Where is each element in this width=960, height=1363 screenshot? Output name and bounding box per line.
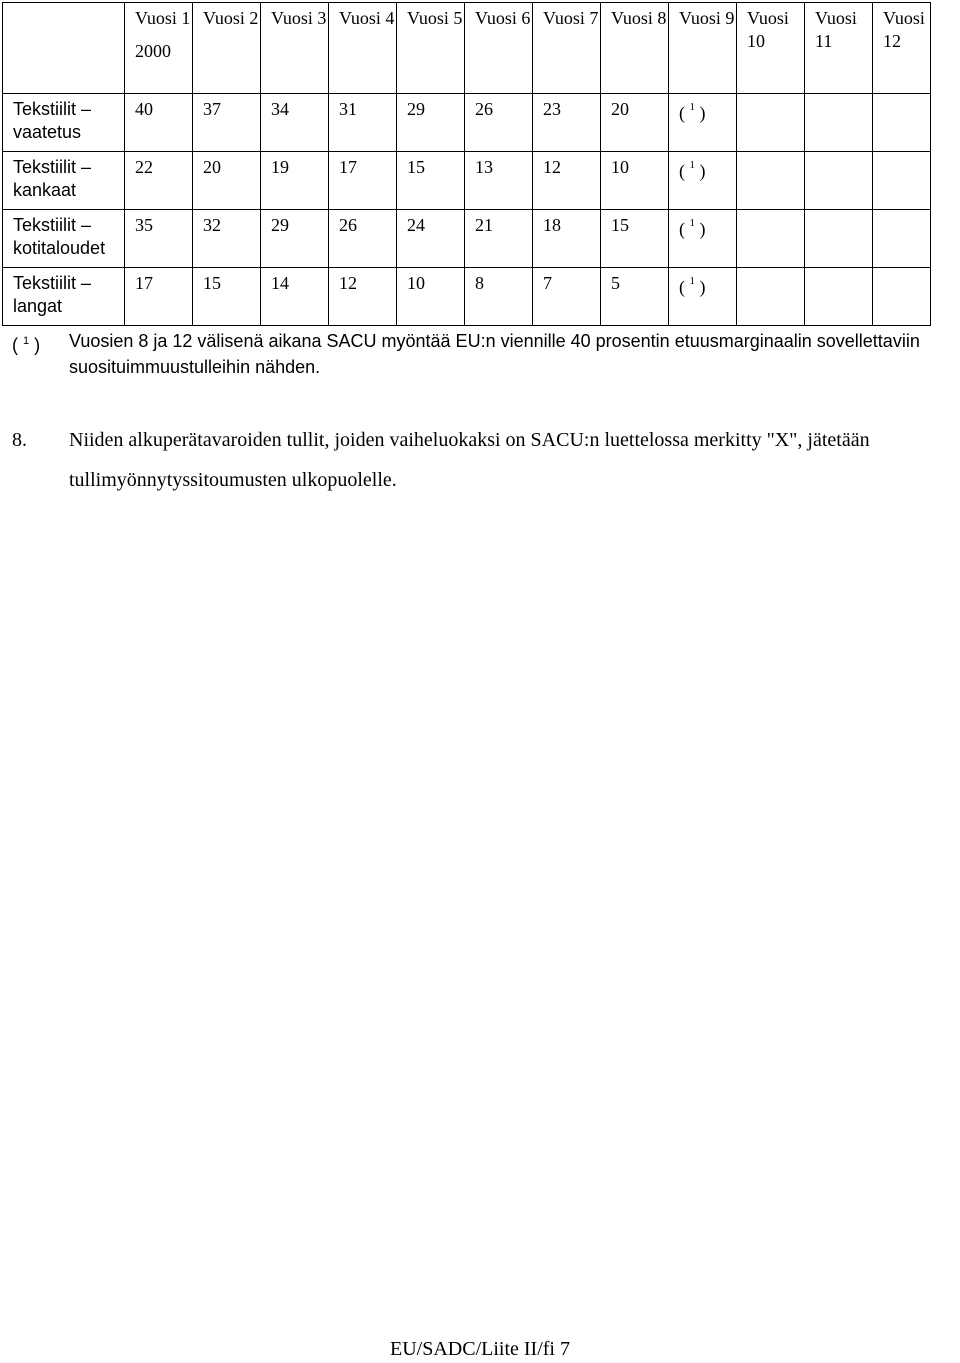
rate-cell: 37 — [193, 94, 261, 152]
rate-cell: 8 — [465, 268, 533, 326]
rate-cell: 32 — [193, 210, 261, 268]
empty-cell — [737, 94, 805, 152]
footnote-ref-cell — [669, 152, 737, 210]
empty-cell — [805, 268, 873, 326]
paragraph-8 — [12, 420, 958, 500]
row-label: Tekstiilit – langat — [3, 268, 125, 326]
rate-cell: 10 — [601, 152, 669, 210]
table-header-row — [3, 3, 931, 94]
rate-cell: 5 — [601, 268, 669, 326]
empty-cell — [805, 94, 873, 152]
tariff-table — [2, 2, 931, 326]
rate-cell: 34 — [261, 94, 329, 152]
table-row — [3, 210, 931, 268]
rate-cell: 40 — [125, 94, 193, 152]
header-cell — [601, 3, 669, 94]
rate-cell: 12 — [329, 268, 397, 326]
header-cell — [533, 3, 601, 94]
header-cell — [261, 3, 329, 94]
header-cell — [465, 3, 533, 94]
header-cell — [873, 3, 931, 94]
rate-cell: 20 — [193, 152, 261, 210]
header-cell — [193, 3, 261, 94]
footnote — [12, 328, 958, 380]
rate-cell: 15 — [193, 268, 261, 326]
rate-cell: 23 — [533, 94, 601, 152]
row-label: Tekstiilit – kotitaloudet — [3, 210, 125, 268]
header-cell — [669, 3, 737, 94]
table-row — [3, 152, 931, 210]
footnote-ref-cell — [669, 210, 737, 268]
header-cell — [329, 3, 397, 94]
rate-cell: 12 — [533, 152, 601, 210]
rate-cell: 17 — [329, 152, 397, 210]
rate-cell: 22 — [125, 152, 193, 210]
table-row — [3, 268, 931, 326]
header-cell — [805, 3, 873, 94]
header-label: Vuosi 12 — [883, 8, 925, 51]
paragraph-number: 8. — [12, 429, 27, 451]
rate-cell: 18 — [533, 210, 601, 268]
empty-cell — [873, 268, 931, 326]
header-label: Vuosi 7 — [543, 8, 599, 28]
header-label: Vuosi 11 — [815, 8, 857, 51]
page-footer: EU/SADC/Liite II/fi 7 — [390, 1338, 570, 1360]
footnote-ref: ( $^1$ ) — [679, 217, 706, 239]
rate-cell: 21 — [465, 210, 533, 268]
header-cell — [125, 3, 193, 94]
header-year: 2000 — [135, 41, 171, 61]
header-label: Vuosi 9 — [679, 8, 735, 28]
footnote-text: Vuosien 8 ja 12 välisenä aikana SACU myöntää EU:n viennille 40 prosentin etuusmarginaalin sovellettaviin suosituimmuustulleihin nähden. — [69, 331, 920, 377]
row-label: Tekstiilit – kankaat — [3, 152, 125, 210]
header-corner-cell — [3, 3, 125, 94]
header-label: Vuosi 6 — [475, 8, 531, 28]
footnote-marker: ( $^1$ ) — [12, 335, 41, 355]
footnote-ref-cell — [669, 268, 737, 326]
header-cell — [397, 3, 465, 94]
empty-cell — [737, 268, 805, 326]
header-label: Vuosi 10 — [747, 8, 789, 51]
row-label: Tekstiilit – vaatetus — [3, 94, 125, 152]
rate-cell: 35 — [125, 210, 193, 268]
rate-cell: 15 — [397, 152, 465, 210]
footnote-ref: ( $^1$ ) — [679, 101, 706, 123]
header-label: Vuosi 5 — [407, 8, 463, 28]
header-label: Vuosi 1 — [135, 8, 191, 28]
rate-cell: 29 — [261, 210, 329, 268]
empty-cell — [737, 210, 805, 268]
empty-cell — [805, 152, 873, 210]
empty-cell — [737, 152, 805, 210]
empty-cell — [873, 94, 931, 152]
table-row — [3, 94, 931, 152]
rate-cell: 10 — [397, 268, 465, 326]
paragraph-text: Niiden alkuperätavaroiden tullit, joiden vaiheluokaksi on SACU:n luettelossa merkitty "X", jätetään tullimyönnytyssitoumusten ulkopuolelle. — [69, 429, 870, 491]
rate-cell: 15 — [601, 210, 669, 268]
empty-cell — [873, 210, 931, 268]
rate-cell: 29 — [397, 94, 465, 152]
rate-cell: 31 — [329, 94, 397, 152]
rate-cell: 17 — [125, 268, 193, 326]
empty-cell — [805, 210, 873, 268]
rate-cell: 26 — [465, 94, 533, 152]
footnote-ref: ( $^1$ ) — [679, 275, 706, 297]
footnote-ref: ( $^1$ ) — [679, 159, 706, 181]
rate-cell: 20 — [601, 94, 669, 152]
rate-cell: 26 — [329, 210, 397, 268]
header-cell — [737, 3, 805, 94]
header-label: Vuosi 4 — [339, 8, 395, 28]
header-label: Vuosi 8 — [611, 8, 667, 28]
footnote-ref-cell — [669, 94, 737, 152]
rate-cell: 13 — [465, 152, 533, 210]
rate-cell: 19 — [261, 152, 329, 210]
header-label: Vuosi 2 — [203, 8, 259, 28]
header-label: Vuosi 3 — [271, 8, 327, 28]
rate-cell: 14 — [261, 268, 329, 326]
empty-cell — [873, 152, 931, 210]
rate-cell: 7 — [533, 268, 601, 326]
rate-cell: 24 — [397, 210, 465, 268]
